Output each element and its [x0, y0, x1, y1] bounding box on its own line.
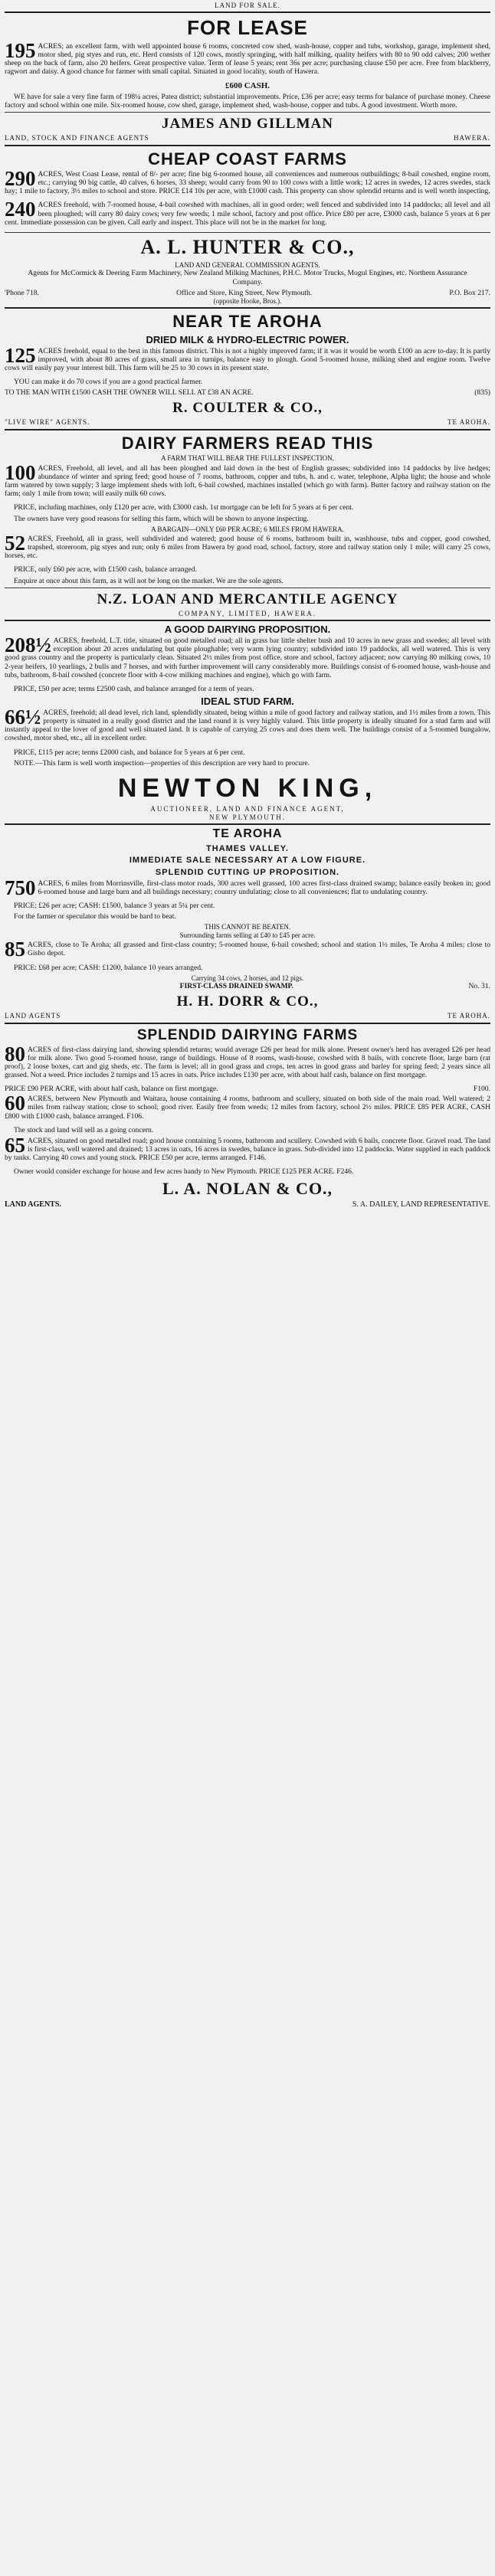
agent-desc-line	[5, 1012, 490, 1020]
divider	[5, 112, 490, 113]
listing-note: Surrounding farms selling at £40 to £45 per acre.	[179, 931, 316, 939]
ad-subheading: IMMEDIATE SALE NECESSARY AT A LOW FIGURE.	[129, 856, 366, 866]
acreage-number: 60	[5, 1095, 25, 1115]
ad-dairying-proposition	[5, 624, 490, 821]
ad-reference: No. 31.	[468, 982, 490, 991]
divider	[5, 232, 490, 233]
listing-footer-line	[5, 982, 490, 990]
listing-note: The owners have very good reasons for selling this farm, which will be shown to anyone inspecting.	[14, 514, 309, 523]
agent-box: P.O. Box 217.	[449, 288, 490, 297]
divider	[5, 145, 490, 146]
ad-for-lease	[5, 16, 490, 142]
listing-price: PRICE, £50 per acre; terms £2500 cash, and balance arranged for a term of years.	[14, 684, 254, 693]
listing-text: ACRES; an excellent farm, with well appointed house 6 rooms, concreted cow shed, wash-house, copper and tubs, workshop, garage, implement shed, motor shed, pig styes and run, etc. Herd consists of 120 cows, mostly springing, with half milking, quality heifers with 80 to 90 odd calves; 200 wether sheep on the back of farm, also 20 heifers. Great prospective value. Term of lease 5 years; rent 36s per acre; purchasing clause £50 per acre. Free from blackberry, ragwort and daisy. A good chance for farmer with small capital. Situated in good locality, south of Hawera.	[5, 41, 490, 76]
listing-text: ACRES, Freehold, all level, and all has been ploughed and laid down in the best of English grasses; subdivided into 14 paddocks by live hedges; abundance of winter and spring feed; good house of 7 rooms, bathroom, copper and tubs, h. and c. water, telephone, Alpha light; the house and whole farm watered by town supply; 3 large implement sheds with loft, 6-bail cowshed, machines installed (which go with farm). Butter factory and railway station on the farm; only 1 mile from town; will easily milk 60 cows.	[5, 463, 490, 499]
acreage-number: 85	[5, 941, 25, 961]
agent-name: NEWTON KING,	[117, 773, 378, 803]
acreage-number: 52	[5, 535, 25, 555]
divider	[5, 429, 490, 430]
listing-note: For the farmer or speculator this would be hard to beat.	[14, 912, 176, 921]
acreage-number: 240	[5, 201, 36, 221]
listing-text: ACRES, between New Plymouth and Waitara, house containing 4 rooms, bathroom and scullery, situated on both side of the main road. Well watered; 2 miles from railway station; close to school; good river. Easily free from weeds; 12 miles from factory, school 2½ miles. PRICE £85 PER ACRE, CASH £800 with £1000 cash, balance arranged. F106.	[5, 1095, 490, 1121]
acreage-number: 100	[5, 463, 36, 484]
listing-text: ACRES, situated on good metalled road; good house containing 5 rooms, bathroom and scullery. Cowshed with 6 bails, concrete floor. Gravel road. The land is first-class, well watered and drained; 13 acres in oats, 16 acres in swedes, balance in grass. Sub-divided into 12 paddocks. Water supplied in each paddock by tanks. Carrying 40 cows and young stock. PRICE £50 per acre, terms arranged. F146.	[5, 1136, 490, 1163]
agent-name: A. L. HUNTER & CO.,	[140, 235, 355, 258]
listing-text: ACRES, Freehold, all in grass, well subdivided and watered; good house of 6 rooms, bathroom built in, washhouse, tubs and copper, good cowshed, trapshed, storeroom, pig styes and run; only 6 miles from Hawera by good road, school, factory, store and railway station only 1 mile; will carry 25 cows, horses, etc.	[5, 535, 490, 561]
agent-desc: COMPANY, LIMITED, HAWERA.	[178, 609, 317, 617]
ad-cheap-coast-farms	[5, 149, 490, 306]
listing-text: ACRES of first-class dairying land, showing splendid returns; would average £26 per head for milk alone. Present owner's herd has averaged £26 per head for milk alone. Two good 5-roomed house, range of buildings. House of 8 rooms, wash-house, cowshed with 8 bails, with concrete floor, large barn (rat proof), 2 loose boxes, cart and gig sheds, etc. The farm is level; all in good grass and crops, ten acres in good grass and barley for spring feed; 2 years since all grassed. Not a weed. Price includes 2 turnips and 15 acres in oats. Price includes £130 per acre, with about half cash, balance on first mortgage.	[5, 1045, 490, 1080]
ad-near-te-aroha	[5, 312, 490, 427]
listing-text: ACRES freehold, equal to the best in this famous district. This is not a highly improved farm; if it was it would be worth £100 an acre to-day. It is partly improved, with about 80 acres of grass, small area in turnips, balance easy to plough. Good 5-roomed house, milking shed and engine room. Twelve cows will easily pay your interest bill. This farm will be 25 to 30 cows in its present state.	[5, 346, 490, 373]
listing-offer-line	[5, 388, 490, 397]
ad-heading: A GOOD DAIRYING PROPOSITION.	[164, 624, 331, 636]
listing	[5, 637, 490, 682]
listing-text: ACRES, freehold, L.T. title, situated on good metalled road; all in grass bar little shelter bush and 10 acres in new grass and swedes; all level with exception about 20 acres undulating but quite ploughable; very warm lying country; subdivided into 19 paddocks, all well watered. This is very good grass country and the property is particularly clean. Situated 2½ miles from post office, store and school, factory adjacent; now carrying 80 milking cows, 10 2-year heifers, 10 yearlings, 2 bulls and 7 horses, and with further improvement will carry considerably more. Buildings consist of 6-roomed house, wash-house and tubs, bathroom, 8-bail cowshed (concrete floor with 4-cow milking machines and engine), which go with farm.	[5, 637, 490, 679]
agent-town: TE AROHA.	[447, 418, 490, 427]
listing	[5, 1095, 490, 1122]
listing-text: ACRES, 6 miles from Morrinsville, first-class motor roads, 300 acres well grassed, 100 acres first-class drained swamp; balance easily broken in; good 6-roomed house and large barn and all buildings necessary; country undulating; close to all conveniences; flat to undulating country.	[38, 879, 490, 897]
listing-price: PRICE £90 PER ACRE, with about half cash, balance on first mortgage.	[5, 1085, 218, 1094]
listing-text: WE have for sale a very fine farm of 198¼ acres, Patea district; substantial improvements. Price, £36 per acre; easy terms for balance of purchase money. Cheese factory and school within one mile. Six-roomed house, cow shed, garage, implement shed, wash-house, copper and tubs. A good investment. Worth more.	[5, 92, 490, 110]
ad-thames-valley	[5, 827, 490, 1020]
acreage-number: 195	[5, 41, 36, 62]
ad-subheading: A BARGAIN—ONLY £60 PER ACRE; 6 MILES FROM HAWERA.	[151, 525, 344, 533]
listing	[5, 464, 490, 501]
listing-text: ACRES, freehold; all dead level, rich land, splendidly situated, being within a mile of good factory and railway station, and 1½ miles from a town. This property is situated in a really good district and the land round it is very highly valued. This little property is ideally situated for a stud farm and will instantly appeal to the lover of good and well situated land. It is capable of carrying 25 cows and does them well. The buildings consist of a 5-roomed bungalow, cowshed, motor shed, etc., all in excellent order.	[5, 709, 490, 743]
listing	[5, 1046, 490, 1082]
listing	[5, 709, 490, 745]
divider	[5, 620, 490, 621]
listing-note: The stock and land will sell as a going concern.	[14, 1125, 154, 1134]
agent-desc-line	[5, 418, 490, 426]
agent-name: N.Z. LOAN AND MERCANTILE AGENCY	[97, 591, 398, 607]
listing	[5, 42, 490, 79]
divider	[5, 823, 490, 825]
acreage-number: 750	[5, 879, 36, 899]
agent-desc: LAND AGENTS.	[5, 1200, 61, 1209]
listing-note: NOTE.—This farm is well worth inspection—properties of this description are very hard to procure.	[14, 758, 310, 768]
ad-subheading: SPLENDID CUTTING UP PROPOSITION.	[155, 868, 340, 878]
listing-text: ACRES freehold, with 7-roomed house, 4-bail cowshed with machines, all in good order; well fenced and subdivided into 14 paddocks; all level and all been ploughed; will carry 80 dairy cows; very few weeds; 1 mile school, factory and post office. Price £80 per acre, £3000 cash, balance 5 years at 6 per cent. Immediate possession can be given. Call early and inspect. This place will not be in the market for long.	[5, 201, 490, 227]
ad-dairy-farmers	[5, 434, 490, 617]
listing	[5, 201, 490, 228]
ad-subheading: THAMES VALLEY.	[206, 843, 289, 853]
listing-price: PRICE, including machines, only £120 per acre, with £3000 cash. 1st mortgage can be left for 5 years at 6 per cent.	[14, 503, 354, 512]
listing-text: ACRES, close to Te Aroha; all grassed and first-class country; 5-roomed house, 6-bail cowshed; school and station 1½ miles, Te Aroha 4 miles; close to Gisbo depot.	[28, 941, 490, 958]
listing-price: PRICE, only £60 per acre, with £1500 cash, balance arranged.	[14, 565, 197, 574]
ad-heading: DAIRY FARMERS READ THIS	[121, 433, 374, 453]
listing-price-line	[5, 1085, 490, 1093]
ad-subheading: THIS CANNOT BE BEATEN.	[204, 923, 291, 931]
listing-text: YOU can make it do 70 cows if you are a good practical farmer.	[14, 378, 203, 387]
ad-heading: NEAR TE AROHA	[172, 312, 323, 332]
agent-name: JAMES AND GILLMAN	[162, 116, 333, 133]
agent-agencies: Agents for McCormick & Deering Farm Machinery, New Zealand Milking Machines, P.H.C. Motor Trucks, Mogul Engines, etc. Northern Assurance Company.	[28, 269, 467, 286]
ad-reference: (835)	[474, 388, 490, 398]
agent-contact-line	[5, 289, 490, 297]
agent-desc: LAND AND GENERAL COMMISSION AGENTS.	[175, 260, 320, 269]
agent-name: L. A. NOLAN & CO.,	[162, 1179, 333, 1199]
agent-desc: LAND AGENTS	[5, 1012, 61, 1020]
listing-note: Carrying 34 cows, 2 horses, and 12 pigs.	[191, 974, 304, 982]
ad-heading: CHEAP COAST FARMS	[148, 149, 347, 169]
listing	[5, 347, 490, 375]
agent-phone: 'Phone 718.	[5, 288, 39, 297]
listing	[5, 1137, 490, 1164]
acreage-number: 80	[5, 1045, 25, 1065]
ad-heading: SPLENDID DAIRYING FARMS	[136, 1026, 359, 1043]
acreage-number: 125	[5, 346, 36, 367]
divider	[5, 11, 490, 13]
listing-price: PRICE: £68 per acre; CASH: £1200, balance 10 years arranged.	[14, 963, 203, 972]
ad-splendid-dairying-farms	[5, 1027, 490, 1209]
divider	[5, 1023, 490, 1024]
listing	[5, 170, 490, 198]
ad-reference: F100.	[473, 1085, 490, 1094]
listing	[5, 879, 490, 898]
listing-note: Enquire at once about this farm, as it will not be long on the market. We are the sole agents.	[14, 576, 284, 585]
listing	[5, 535, 490, 562]
acreage-number: 66½	[5, 709, 41, 729]
acreage-number: 208½	[5, 637, 51, 657]
agent-name: R. COULTER & CO.,	[172, 400, 323, 417]
ad-subheading: A FARM THAT WILL BEAR THE FULLEST INSPECTION.	[161, 454, 334, 463]
agent-desc: "LIVE WIRE" AGENTS.	[5, 418, 90, 427]
agent-office: Office and Store, King Street, New Plymouth.	[176, 288, 313, 297]
divider	[5, 307, 490, 309]
agent-desc: AUCTIONEER, LAND AND FINANCE AGENT,	[150, 805, 345, 813]
agent-desc-line	[5, 134, 490, 142]
ad-subheading: DRIED MILK & HYDRO-ELECTRIC POWER.	[146, 333, 349, 345]
listing-text: ACRES, West Coast Lease, rental of 8/- per acre; fine big 6-roomed house, all conveniences and numerous outbuildings; 8-bail cowshed, engine room, etc.; carrying 90 big cattle, 40 calves, 6 horses, 33 sheep; would carry from 90 to 100 cows with a little work; 12 acres in swedes, 12 acres swedes, stack hay; 1 mile to factory, 3½ miles to school and store. PRICE £14 10s per acre, with £1000 cash. This property can show splendid returns and is well worth inspecting.	[5, 170, 490, 196]
listing	[5, 941, 490, 960]
ad-subheading: FIRST-CLASS DRAINED SWAMP.	[179, 982, 293, 991]
agent-town: HAWERA.	[453, 134, 490, 142]
agent-desc: LAND, STOCK AND FINANCE AGENTS	[5, 134, 149, 142]
agent-town: TE AROHA.	[447, 1012, 490, 1020]
agent-town: NEW PLYMOUTH.	[209, 813, 286, 821]
ad-heading: IDEAL STUD FARM.	[201, 695, 294, 707]
agent-signature-line	[5, 1200, 490, 1209]
listing-price: £600 CASH.	[225, 81, 270, 91]
ad-heading: TE AROHA	[212, 827, 283, 841]
acreage-number: 65	[5, 1136, 25, 1157]
agent-representative: S. A. DAILEY, LAND REPRESENTATIVE.	[352, 1200, 490, 1209]
listing-price: PRICE: £26 per acre; CASH: £1500, balance 3 years at 5¼ per cent.	[14, 902, 215, 911]
acreage-number: 290	[5, 170, 36, 191]
listing-offer: TO THE MAN WITH £1500 CASH THE OWNER WILL SELL AT £38 AN ACRE.	[5, 388, 254, 398]
listing-note: Owner would consider exchange for house and few acres handy to New Plymouth. PRICE £125 PER ACRE. F246.	[14, 1167, 354, 1177]
listing-price: PRICE, £115 per acre; terms £2000 cash, and balance for 5 years at 6 per cent.	[14, 748, 245, 757]
agent-opposite: (opposite Hooke, Bros.).	[213, 296, 282, 305]
agent-name: H. H. DORR & CO.,	[176, 993, 319, 1010]
ad-heading: FOR LEASE	[187, 16, 308, 40]
running-head: LAND FOR SALE.	[215, 2, 280, 9]
